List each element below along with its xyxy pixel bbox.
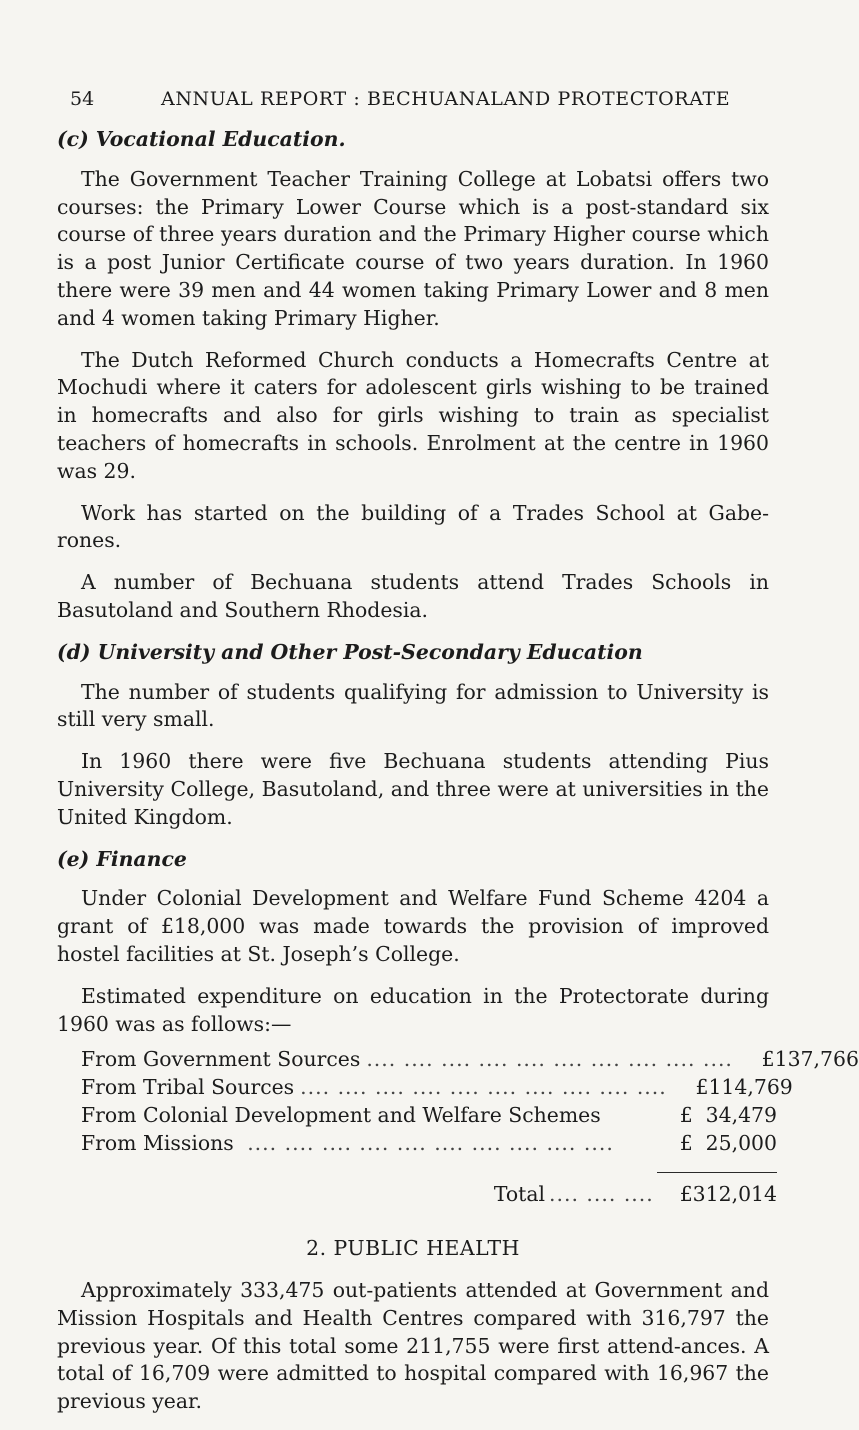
running-title: ANNUAL REPORT : BECHUANALAND PROTECTORATE — [161, 88, 731, 110]
section-heading-vocational: (c) Vocational Education. — [57, 127, 346, 151]
page-body — [57, 126, 859, 1430]
expenditure-row — [81, 1074, 793, 1102]
total-label: Total — [493, 1182, 545, 1207]
paragraph: The Dutch Reformed Church conducts a Homecrafts Centre at Mochudi where it caters for adolescent girls wishing to be trained in homecrafts and also for girls wishing to train as specialist teachers of homecrafts in schools. Enrolment at the centre in 1960 was 29. — [57, 347, 769, 483]
expenditure-row — [81, 1046, 859, 1074]
paragraph: In 1960 there were five Bechuana students attending Pius University College, Basutoland, and three were at universities in the United Kingdom. — [57, 749, 769, 829]
paragraph: Work has started on the building of a Trades School at Gabe-rones. — [57, 500, 769, 553]
expenditure-amount: £ 25,000 — [679, 1131, 777, 1156]
expenditure-amount: £114,769 — [695, 1075, 793, 1100]
expenditure-amount: £ 34,479 — [679, 1103, 777, 1128]
paragraph: Approximately 333,475 out-patients attended at Government and Mission Hospitals and Health Centres compared with 316,797 the previous year. Of this total some 211,755 were first attend-ances. A total of 16,709 were admitted to hospital compared with 16,967 the previous year. — [57, 1277, 769, 1414]
total-amount: £312,014 — [679, 1182, 777, 1207]
paragraph: The Government Teacher Training College at Lobatsi offers two courses: the Primary Lower Course which is a post-standard six course of three years duration and the Primary Higher course which is a post Junior Certificate course of two years duration. In 1960 there were 39 men and 44 women taking Primary Lower and 8 men and 4 women taking Primary Higher. — [57, 166, 769, 330]
leader-dots: .... .... .... .... .... .... .... .... .... .... — [239, 1131, 614, 1156]
expenditure-source: From Government Sources — [81, 1047, 361, 1072]
expenditure-source: From Missions — [81, 1131, 234, 1156]
total-row — [81, 1181, 777, 1209]
paragraph: Estimated expenditure on education in the Protectorate during 1960 was as follows:— — [57, 983, 769, 1036]
expenditure-amount: £137,766 — [761, 1047, 859, 1072]
section-heading-university: (d) University and Other Post-Secondary Education — [57, 639, 643, 664]
expenditure-source: From Tribal Sources — [81, 1075, 295, 1100]
expenditure-table — [81, 1046, 859, 1209]
leader-dots: .... .... .... .... .... .... .... .... .... .... — [366, 1047, 733, 1072]
expenditure-row — [81, 1102, 777, 1130]
leader-dots: .... .... .... .... .... .... .... .... .... .... — [300, 1075, 667, 1100]
paragraph: The number of students qualifying for admission to University is still very small. — [57, 679, 769, 732]
section-heading-finance: (e) Finance — [57, 846, 187, 871]
paragraph: A number of Bechuana students attend Trades Schools in Basutoland and Southern Rhodesia. — [57, 570, 769, 622]
expenditure-row — [81, 1130, 777, 1158]
expenditure-source: From Colonial Development and Welfare Schemes — [81, 1103, 601, 1128]
section-heading-public-health: 2. PUBLIC HEALTH — [306, 1236, 520, 1261]
page-number: 54 — [70, 88, 95, 110]
paragraph: Under Colonial Development and Welfare Fund Scheme 4204 a grant of £18,000 was made towards the provision of improved hostel facilities at St. Joseph’s College. — [57, 886, 769, 966]
page-header — [70, 86, 761, 114]
total-rule — [657, 1172, 777, 1181]
leader-dots: .... .... .... — [549, 1182, 654, 1207]
